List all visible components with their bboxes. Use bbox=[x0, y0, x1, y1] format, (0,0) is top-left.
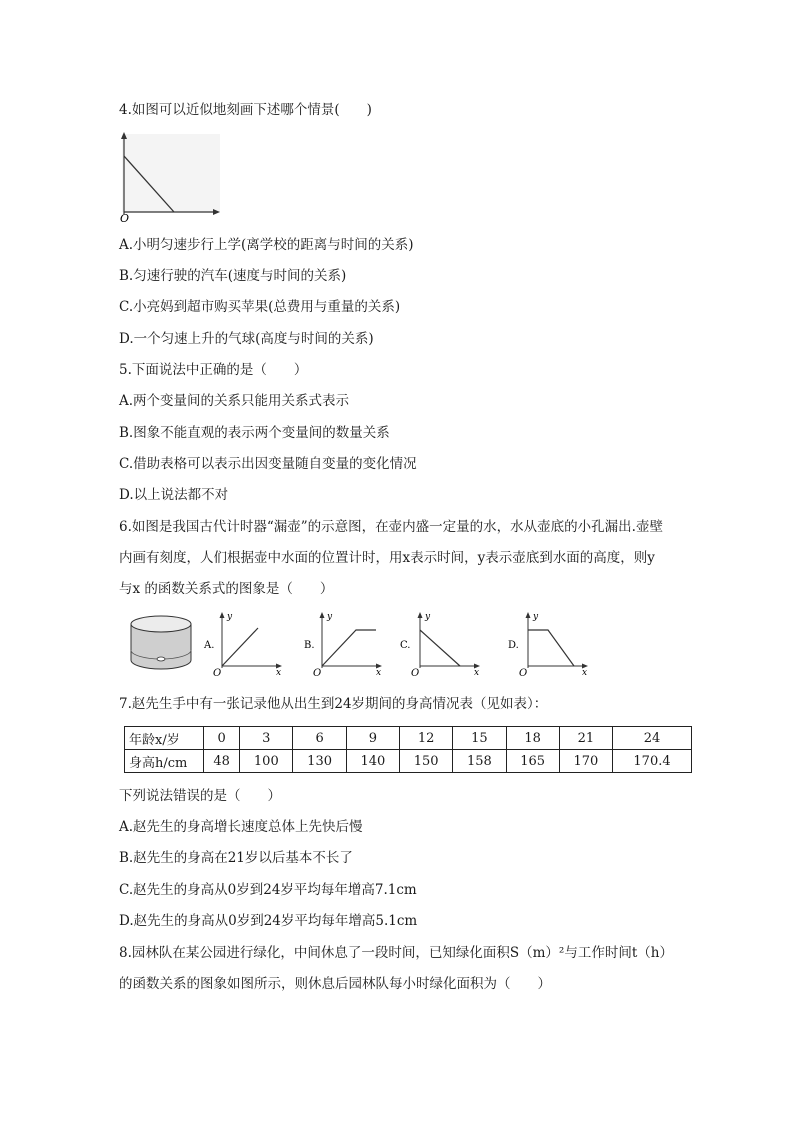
table-cell: 15 bbox=[453, 727, 506, 750]
q6-line-1: 6.如图是我国古代计时器“漏壶”的示意图，在壶内盛一定量的水，水从壶底的小孔漏出.壶壁 bbox=[119, 519, 663, 535]
table-cell: 身高h/cm bbox=[125, 750, 204, 773]
graph-b-label: B. bbox=[304, 640, 315, 651]
q7-stem: 7.赵先生手中有一张记录他从出生到24岁期间的身高情况表（见如表）： bbox=[119, 696, 548, 712]
table-cell: 140 bbox=[346, 750, 399, 773]
table-cell: 6 bbox=[293, 727, 346, 750]
graph-d-origin: O bbox=[519, 668, 528, 678]
table-cell: 150 bbox=[399, 750, 452, 773]
height-table bbox=[124, 726, 692, 773]
graph-c-x-label: x bbox=[474, 668, 480, 678]
graph-d-y-label: y bbox=[533, 612, 539, 622]
graph-b-y-label: y bbox=[327, 612, 333, 622]
graph-d-label: D. bbox=[508, 640, 519, 651]
graph-c-origin: O bbox=[411, 668, 420, 678]
q7-option-c: C.赵先生的身高从0岁到24岁平均每年增高7.1cm bbox=[119, 882, 417, 898]
table-cell: 48 bbox=[204, 750, 240, 773]
table-cell: 24 bbox=[613, 727, 692, 750]
q8-line-2: 的函数关系的图象如图所示，则休息后园林队每小时绿化面积为（ ） bbox=[119, 976, 551, 992]
q5-option-b: B.图象不能直观的表示两个变量间的数量关系 bbox=[119, 425, 390, 441]
table-cell: 0 bbox=[204, 727, 240, 750]
graph-c-label: C. bbox=[400, 640, 411, 651]
table-cell: 130 bbox=[293, 750, 346, 773]
table-cell: 年龄x/岁 bbox=[125, 727, 204, 750]
graph-d-line bbox=[528, 630, 574, 666]
table-cell: 100 bbox=[240, 750, 293, 773]
q6-graph-a bbox=[200, 610, 285, 678]
graph-b-x-label: x bbox=[376, 668, 382, 678]
q5-option-d: D.以上说法都不对 bbox=[119, 487, 229, 503]
q6-graph-d bbox=[506, 610, 591, 678]
q5-option-c: C.借助表格可以表示出因变量随自变量的变化情况 bbox=[119, 456, 417, 472]
q7-option-a: A.赵先生的身高增长速度总体上先快后慢 bbox=[119, 819, 363, 835]
table-cell: 165 bbox=[506, 750, 559, 773]
graph-b-line bbox=[322, 630, 376, 666]
graph-b-origin: O bbox=[313, 668, 322, 678]
graph-a-origin: O bbox=[213, 668, 222, 678]
table-row bbox=[125, 750, 692, 773]
q7-option-d: D.赵先生的身高从0岁到24岁平均每年增高5.1cm bbox=[119, 913, 418, 929]
q4-option-d: D.一个匀速上升的气球(高度与时间的关系) bbox=[119, 331, 374, 347]
table-cell: 170 bbox=[559, 750, 612, 773]
q4-stem: 4.如图可以近似地刻画下述哪个情景( ) bbox=[119, 102, 372, 118]
graph-a-y-label: y bbox=[227, 612, 233, 622]
q4-origin: O bbox=[120, 212, 130, 224]
q4-option-a: A.小明匀速步行上学(离学校的距离与时间的关系) bbox=[119, 237, 414, 253]
table-cell: 3 bbox=[240, 727, 293, 750]
table-cell: 9 bbox=[346, 727, 399, 750]
q7-question: 下列说法错误的是（ ） bbox=[119, 788, 281, 804]
graph-c-line bbox=[420, 630, 460, 666]
graph-c-y-label: y bbox=[425, 612, 431, 622]
graph-a-label: A. bbox=[204, 640, 215, 651]
q4-option-c: C.小亮妈到超市购买苹果(总费用与重量的关系) bbox=[119, 299, 401, 315]
table-row bbox=[125, 727, 692, 750]
q6-line-3: 与x 的函数关系式的图象是（ ） bbox=[119, 581, 334, 597]
water-clock-cylinder bbox=[126, 612, 196, 672]
q7-option-b: B.赵先生的身高在21岁以后基本不长了 bbox=[119, 850, 353, 866]
graph-a-x-label: x bbox=[276, 668, 282, 678]
q6-line-2: 内画有刻度，人们根据壶中水面的位置计时，用x表示时间，y表示壶底到水面的高度，则y bbox=[119, 550, 655, 566]
q6-graph-b bbox=[300, 610, 385, 678]
table-cell: 170.4 bbox=[613, 750, 692, 773]
table-cell: 18 bbox=[506, 727, 559, 750]
q4-option-b: B.匀速行驶的汽车(速度与时间的关系) bbox=[119, 268, 347, 284]
graph-a-line bbox=[222, 628, 258, 666]
q4-graph bbox=[116, 130, 226, 224]
q5-stem: 5.下面说法中正确的是（ ） bbox=[119, 362, 308, 378]
table-cell: 158 bbox=[453, 750, 506, 773]
table-cell: 21 bbox=[559, 727, 612, 750]
graph-d-x-label: x bbox=[582, 668, 588, 678]
q6-graph-c bbox=[398, 610, 483, 678]
q8-line-1: 8.园林队在某公园进行绿化，中间休息了一段时间，已知绿化面积S（m）²与工作时间t（h） bbox=[119, 945, 673, 961]
q5-option-a: A.两个变量间的关系只能用关系式表示 bbox=[119, 393, 350, 409]
table-cell: 12 bbox=[399, 727, 452, 750]
